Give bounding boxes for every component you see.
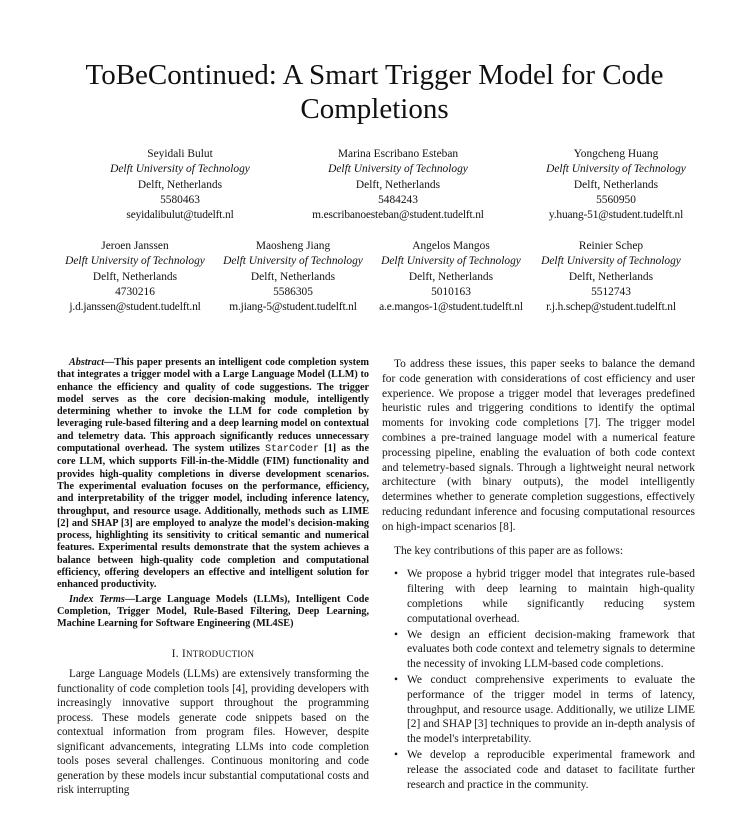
author-affiliation: Delft University of Technology [381,255,521,268]
author-email: m.escribanoesteban@student.tudelft.nl [312,209,484,222]
right-column [382,357,695,793]
right-paragraph-2: The key contributions of this paper are as follows: [394,544,624,557]
author-affiliation: Delft University of Technology [110,163,250,176]
author-id: 5586305 [273,285,313,298]
author-id: 5560950 [596,193,636,206]
author-block [298,147,498,223]
author-name: Marina Escribano Esteban [337,148,459,160]
author-email: j.d.janssen@student.tudelft.nl [69,301,201,314]
author-location: Delft, Netherlands [355,178,441,191]
author-email: a.e.mangos-1@student.tudelft.nl [379,301,523,314]
author-block [372,239,530,315]
author-location: Delft, Netherlands [568,270,654,283]
section-heading [57,647,369,662]
author-name: Maosheng Jiang [255,240,331,252]
list-item: • We conduct comprehensive experiments to evaluate the performance of the trigger model in terms of latency, throughput, and resource usage. Additionally, we utilize LIME [2] and SHAP [3] techniques to provide an in-depth analysis of the model's interpretability. [394,673,695,747]
author-id: 5512743 [591,285,631,298]
index-terms [57,594,369,631]
list-item: • We propose a hybrid trigger model that integrates rule-based filtering with deep learning to maintain high-quality completions while significantly reducing system computational overhead. [394,567,695,626]
section-numeral: I. [171,647,179,660]
abstract-label: Abstract [69,357,105,368]
author-block [532,239,690,315]
author-email: m.jiang-5@student.tudelft.nl [229,301,357,314]
abstract [57,357,369,592]
author-id: 5580463 [160,193,200,206]
author-affiliation: Delft University of Technology [65,255,205,268]
abstract-text: —This paper presents an intelligent code completion system that integrates a trigger model with a Large Language Model (LLM) to enhance the efficiency and quality of code suggestions. The trigger model serves as the core decision-making module, intelligently determining whether to invoke the LLM for code completion by leveraging rule-based filtering and a deep learning model on contextual and telemetry data. This approach significantly reduces unnecessary computational overhead. The system utilizes [57,357,369,455]
author-location: Delft, Netherlands [250,270,336,283]
author-email: y.huang-51@student.tudelft.nl [548,209,684,222]
list-item: • We develop a reproducible experimental framework and release the associated code and dataset to facilitate further research and practice in the community. [394,748,695,792]
author-id: 4730216 [115,285,155,298]
author-location: Delft, Netherlands [137,178,223,191]
author-block [528,147,704,223]
index-terms-text: —Large Language Models (LLMs), Intelligent Code Completion, Trigger Model, Rule-Based Filtering, Deep Learning, Machine Learning for Software Engineering (ML4SE) [57,593,369,630]
author-name: Yongcheng Huang [573,148,659,160]
author-location: Delft, Netherlands [92,270,178,283]
author-block [92,147,268,223]
paper-title: ToBeContinued: A Smart Trigger Model for Code Completions [85,59,664,125]
author-affiliation: Delft University of Technology [546,163,686,176]
contributions-list [382,567,695,792]
list-item: • We design an efficient decision-making framework that evaluates both code context and telemetry signals to determine the necessity of invoking LLM-based code completions. [394,628,695,672]
section-rest: NTRODUCTION [185,648,255,659]
author-name: Seyidali Bulut [147,148,213,160]
author-affiliation: Delft University of Technology [223,255,363,268]
author-id: 5484243 [378,193,418,206]
author-location: Delft, Netherlands [408,270,494,283]
abstract-code: StarCoder [265,444,320,456]
index-terms-label: Index Terms [69,593,125,605]
intro-paragraph: Large Language Models (LLMs) are extensively transforming the functionality of code completion tools [4], providing developers with increasingly innovative support throughout the programming process. These models generate code snippets based on the contextual information from program files. However, despite significant advancements, integrating LLMs into code completion tools poses several challenges. Continuous monitoring and code generation by these models incur substantial computational costs and risk interrupting [57,668,369,797]
author-email: r.j.h.schep@student.tudelft.nl [546,301,676,314]
author-block [56,239,214,315]
author-name: Reinier Schep [578,240,644,252]
author-location: Delft, Netherlands [573,178,659,191]
right-paragraph-1: To address these issues, this paper seeks to balance the demand for code generation with considerations of cost efficiency and user experience. We propose a trigger model that leverages predefined heuristic rules and triggering conditions to identify the optimal moments for invoking code completions [7]. The trigger model combines a pre-trained language model with a numerical feature processing pipeline, enabling the evaluation of both code context and telemetry-based signals. Through a lightweight neural network architecture (with binary outputs), the model intelligently determines whether to generate completion suggestions, effectively reducing redundant inference and focusing computational resources on high-impact scenarios [8]. [382,358,695,533]
author-affiliation: Delft University of Technology [541,255,681,268]
author-id: 5010163 [431,285,471,298]
author-name: Jeroen Janssen [101,240,169,252]
abstract-text-continued: [1] as the core LLM, which supports Fill-in-the-Middle (FIM) functionality and provides high-quality completions in diverse development scenarios. The experimental evaluation focuses on the performance, efficiency, and interpretability of the trigger model, including inference latency, throughput, and resource usage. Additionally, methods such as LIME [2] and SHAP [3] are employed to analyze the model's decision-making process, highlighting its sensitivity to critical semantic and numerical features. Experimental results demonstrate that the system achieves a balance between high-quality code completion and computational efficiency, offering developers an effective and intelligent solution for enhanced productivity. [57,443,369,591]
author-name: Angelos Mangos [412,240,490,252]
author-block [214,239,372,315]
section-initial: I [181,647,186,660]
author-email: seyidalibulut@tudelft.nl [126,209,234,222]
left-column [57,357,369,798]
author-affiliation: Delft University of Technology [328,163,468,176]
